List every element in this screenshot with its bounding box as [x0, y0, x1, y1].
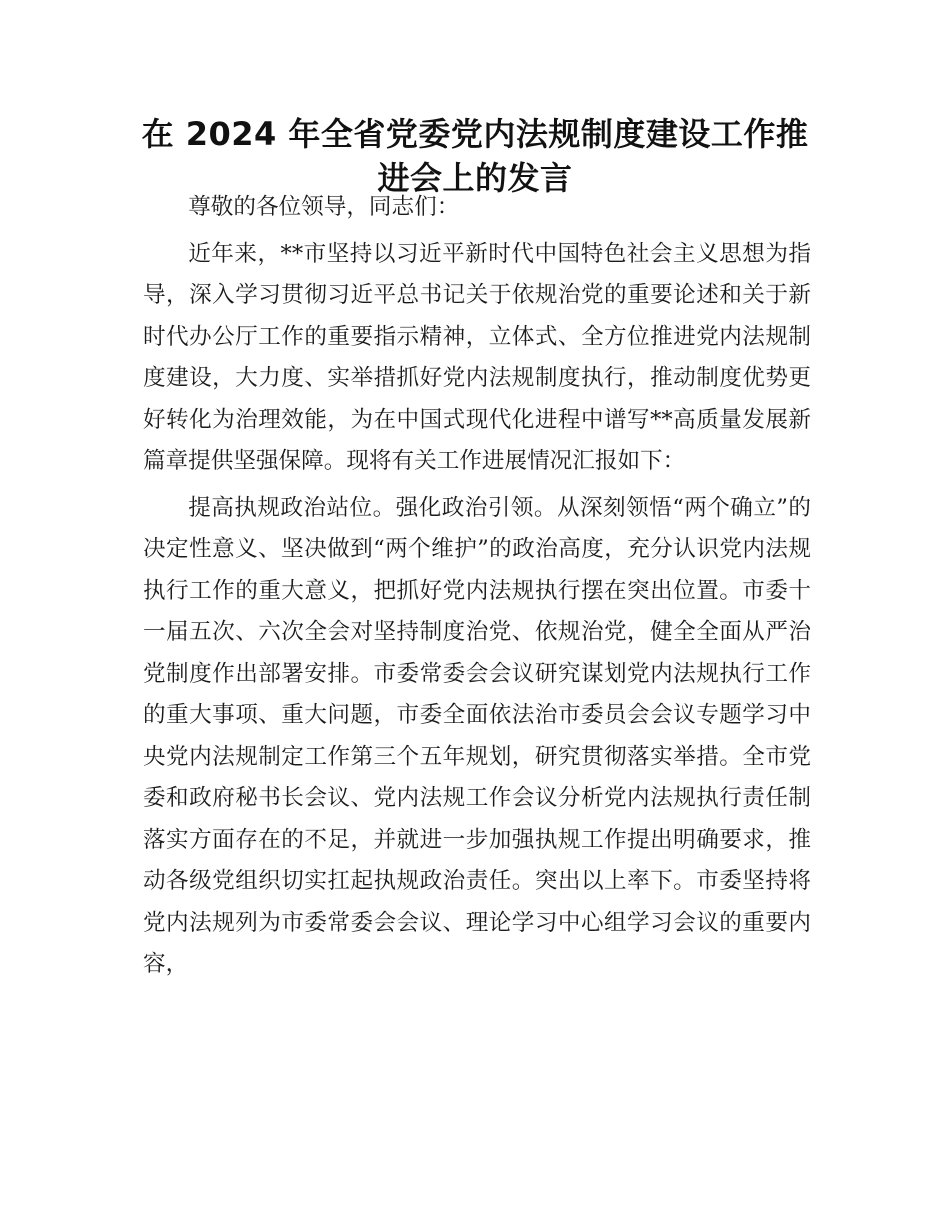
body-paragraph: 提高执规政治站位。强化政治引领。从深刻领悟“两个确立”的决定性意义、坚决做到“两个维护”的政治高度，充分认识党内法规执行工作的重大意义，把抓好党内法规执行摆在突出位置。市委十一届五次、六次全会对坚持制度治党、依规治党，健全全面从严治党制度作出部署安排。市委常委会会议研究谋划党内法规执行工作的重大事项、重大问题，市委全面依法治市委员会会议专题学习中央党内法规制定工作第三个五年规划，研究贯彻落实举措。全市党委和政府秘书长会议、党内法规工作会议分析党内法规执行责任制落实方面存在的不足，并就进一步加强执规工作提出明确要求，推动各级党组织切实扛起执规政治责任。突出以上率下。市委坚持将党内法规列为市委常委会会议、理论学习中心组学习会议的重要内容， [143, 494, 811, 977]
document-title: 在 2024 年全省党委党内法规制度建设工作推进会上的发言 [141, 115, 809, 197]
salutation-paragraph: 尊敬的各位领导，同志们： [188, 194, 460, 220]
body-paragraph: 近年来，**市坚持以习近平新时代中国特色社会主义思想为指导，深入学习贯彻习近平总书记关于依规治党的重要论述和关于新时代办公厅工作的重要指示精神，立体式、全方位推进党内法规制度建设，大力度、实举措抓好党内法规制度执行，推动制度优势更好转化为治理效能，为在中国式现代化进程中谱写**高质量发展新篇章提供坚强保障。现将有关工作进展情况汇报如下： [143, 240, 811, 474]
document-body [143, 187, 811, 991]
